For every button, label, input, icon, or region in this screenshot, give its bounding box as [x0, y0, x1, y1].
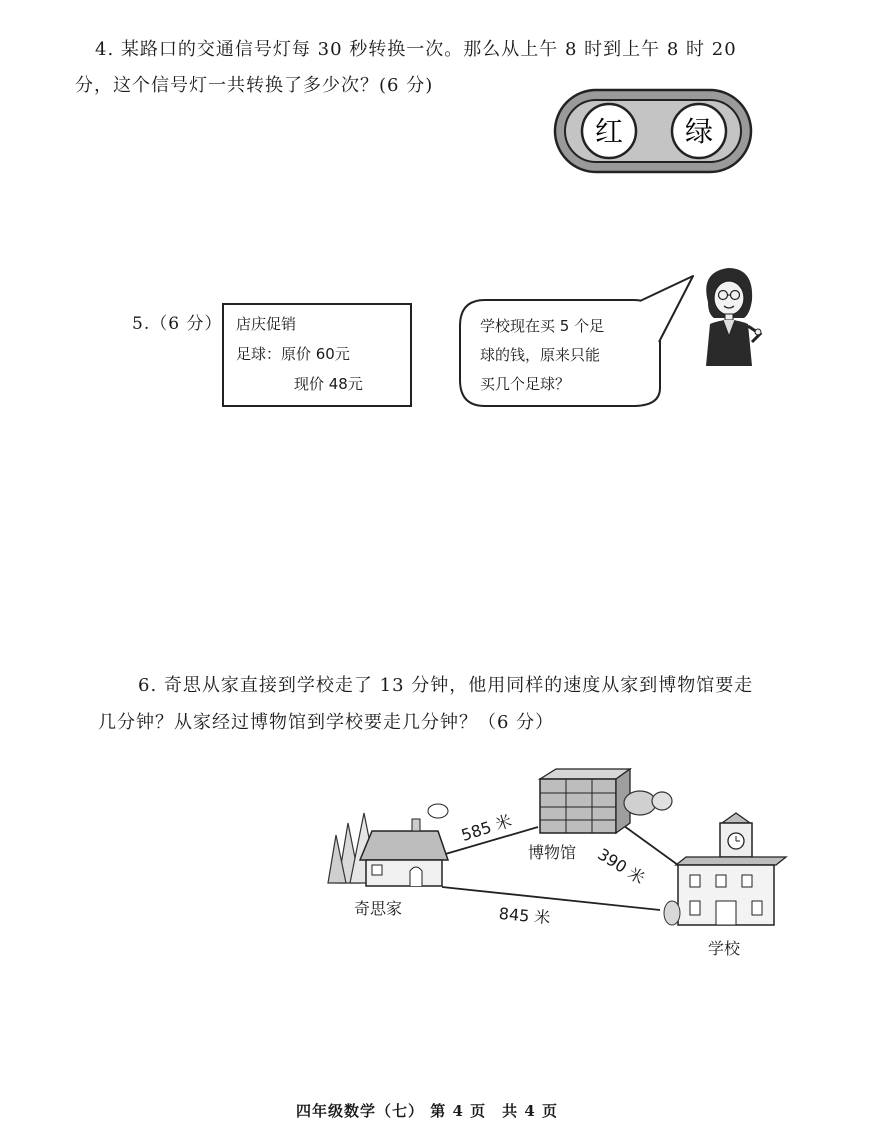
q6-line1: 6. 奇思从家直接到学校走了 13 分钟，他用同样的速度从家到博物馆要走 [138, 675, 754, 696]
q6-line2: 几分钟？从家经过博物馆到学校要走几分钟？（6 分） [98, 712, 555, 733]
home-museum-distance: 585 米 [458, 810, 514, 845]
school-label: 学校 [708, 939, 741, 958]
school-icon [664, 813, 786, 925]
route-diagram [320, 765, 790, 965]
promo-current-price: 现价 48元 [294, 375, 363, 393]
speech-text [480, 312, 640, 399]
traffic-light-illustration [553, 88, 753, 174]
home-school-distance: 845 米 [498, 903, 552, 928]
q4-line1: 4. 某路口的交通信号灯每 30 秒转换一次。那么从上午 8 时到上午 8 时 20 [95, 39, 737, 60]
red-light-label: 红 [594, 115, 624, 148]
page-footer: 四年级数学（七） 第 4 页 共 4 页 [296, 1102, 558, 1120]
speech-line2: 球的钱，原来只能 [480, 346, 601, 364]
speech-line3: 买几个足球？ [480, 375, 571, 393]
promo-title: 店庆促销 [236, 315, 297, 333]
green-light-label: 绿 [684, 115, 714, 148]
museum-icon [540, 769, 672, 833]
museum-label: 博物馆 [528, 843, 577, 862]
q5-number: 5.（6 分） [132, 314, 223, 334]
teacher-figure [690, 262, 770, 372]
home-icon [360, 804, 448, 886]
q4-line2: 分，这个信号灯一共转换了多少次？(6 分) [75, 75, 434, 96]
home-label: 奇思家 [354, 899, 403, 918]
museum-school-distance: 390 米 [594, 844, 649, 889]
speech-line1: 学校现在买 5 个足 [480, 317, 605, 335]
promo-sign [222, 303, 412, 407]
promo-original-price: 足球：原价 60元 [236, 345, 350, 363]
